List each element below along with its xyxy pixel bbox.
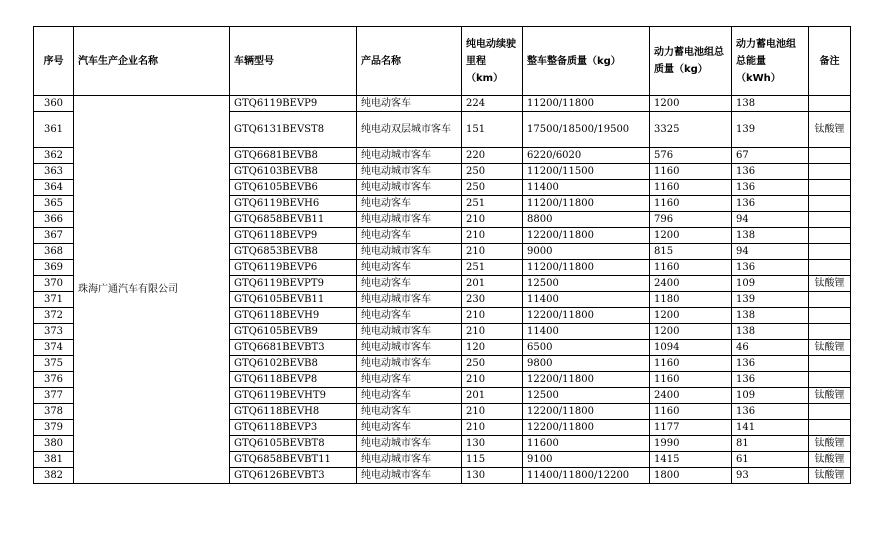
cell-battery-energy: 138 (732, 308, 809, 324)
cell-model: GTQ6119BEVHT9 (230, 388, 357, 404)
cell-mass: 6500 (523, 340, 650, 356)
cell-model: GTQ6126BEVBT3 (230, 468, 357, 484)
cell-mass: 12200/11800 (523, 372, 650, 388)
cell-range: 250 (462, 356, 523, 372)
cell-product: 纯电动客车 (357, 388, 462, 404)
cell-seq: 372 (34, 308, 74, 324)
cell-range: 210 (462, 212, 523, 228)
cell-range: 130 (462, 436, 523, 452)
cell-product: 纯电动双层城市客车 (357, 112, 462, 148)
cell-seq: 377 (34, 388, 74, 404)
cell-product: 纯电动客车 (357, 96, 462, 112)
cell-model: GTQ6119BEVH6 (230, 196, 357, 212)
cell-seq: 380 (34, 436, 74, 452)
header-row (34, 27, 851, 96)
cell-note (809, 356, 851, 372)
cell-model: GTQ6681BEVB8 (230, 148, 357, 164)
cell-model: GTQ6118BEVP9 (230, 228, 357, 244)
cell-note (809, 180, 851, 196)
cell-battery-energy: 136 (732, 180, 809, 196)
cell-product: 纯电动城市客车 (357, 452, 462, 468)
cell-model: GTQ6105BEVBT8 (230, 436, 357, 452)
cell-model: GTQ6853BEVB8 (230, 244, 357, 260)
cell-model: GTQ6131BEVST8 (230, 112, 357, 148)
cell-range: 220 (462, 148, 523, 164)
cell-battery-energy: 138 (732, 324, 809, 340)
cell-seq: 366 (34, 212, 74, 228)
cell-mass: 11200/11800 (523, 196, 650, 212)
cell-battery-energy: 136 (732, 260, 809, 276)
cell-range: 210 (462, 244, 523, 260)
cell-range: 251 (462, 196, 523, 212)
cell-product: 纯电动城市客车 (357, 324, 462, 340)
cell-battery-energy: 136 (732, 372, 809, 388)
cell-range: 250 (462, 180, 523, 196)
cell-seq: 379 (34, 420, 74, 436)
cell-battery-mass: 1094 (650, 340, 732, 356)
cell-battery-mass: 1160 (650, 196, 732, 212)
cell-battery-mass: 3325 (650, 112, 732, 148)
cell-mass: 9000 (523, 244, 650, 260)
cell-mass: 9800 (523, 356, 650, 372)
cell-product: 纯电动客车 (357, 228, 462, 244)
cell-mass: 12200/11800 (523, 404, 650, 420)
cell-model: GTQ6119BEVP9 (230, 96, 357, 112)
cell-battery-energy: 61 (732, 452, 809, 468)
cell-model: GTQ6858BEVBT11 (230, 452, 357, 468)
cell-battery-mass: 1160 (650, 260, 732, 276)
cell-range: 251 (462, 260, 523, 276)
cell-note (809, 212, 851, 228)
cell-product: 纯电动客车 (357, 404, 462, 420)
cell-model: GTQ6103BEVB8 (230, 164, 357, 180)
cell-mass: 6220/6020 (523, 148, 650, 164)
cell-battery-energy: 139 (732, 292, 809, 308)
cell-product: 纯电动城市客车 (357, 148, 462, 164)
cell-battery-mass: 1200 (650, 228, 732, 244)
cell-mass: 11400/11800/12200 (523, 468, 650, 484)
cell-model: GTQ6105BEVB6 (230, 180, 357, 196)
cell-product: 纯电动城市客车 (357, 356, 462, 372)
cell-range: 130 (462, 468, 523, 484)
cell-model: GTQ6681BEVBT3 (230, 340, 357, 356)
cell-mass: 12200/11800 (523, 308, 650, 324)
cell-seq: 362 (34, 148, 74, 164)
cell-range: 120 (462, 340, 523, 356)
cell-battery-energy: 141 (732, 420, 809, 436)
cell-mass: 9100 (523, 452, 650, 468)
cell-product: 纯电动城市客车 (357, 468, 462, 484)
cell-range: 210 (462, 308, 523, 324)
cell-seq: 361 (34, 112, 74, 148)
cell-battery-mass: 1160 (650, 372, 732, 388)
table-body (34, 96, 851, 484)
cell-note (809, 292, 851, 308)
cell-note (809, 420, 851, 436)
cell-battery-energy: 138 (732, 228, 809, 244)
cell-battery-mass: 1160 (650, 180, 732, 196)
cell-product: 纯电动客车 (357, 260, 462, 276)
vehicle-table (33, 26, 851, 484)
cell-model: GTQ6118BEVP8 (230, 372, 357, 388)
cell-note (809, 164, 851, 180)
cell-battery-energy: 46 (732, 340, 809, 356)
cell-mass: 11400 (523, 324, 650, 340)
cell-mass: 11200/11800 (523, 260, 650, 276)
cell-note (809, 228, 851, 244)
cell-note (809, 324, 851, 340)
cell-range: 201 (462, 276, 523, 292)
cell-battery-mass: 1990 (650, 436, 732, 452)
cell-range: 210 (462, 228, 523, 244)
header-model: 车辆型号 (230, 27, 357, 96)
cell-mass: 11200/11800 (523, 96, 650, 112)
cell-battery-energy: 81 (732, 436, 809, 452)
cell-mass: 12500 (523, 276, 650, 292)
cell-range: 210 (462, 420, 523, 436)
cell-seq: 370 (34, 276, 74, 292)
cell-product: 纯电动城市客车 (357, 164, 462, 180)
cell-product: 纯电动客车 (357, 276, 462, 292)
cell-note: 钛酸锂 (809, 388, 851, 404)
cell-product: 纯电动城市客车 (357, 292, 462, 308)
cell-seq: 360 (34, 96, 74, 112)
cell-mass: 11600 (523, 436, 650, 452)
cell-seq: 367 (34, 228, 74, 244)
cell-battery-energy: 136 (732, 356, 809, 372)
cell-note: 钛酸锂 (809, 452, 851, 468)
cell-seq: 378 (34, 404, 74, 420)
cell-note: 钛酸锂 (809, 276, 851, 292)
cell-note (809, 96, 851, 112)
cell-range: 210 (462, 372, 523, 388)
cell-seq: 365 (34, 196, 74, 212)
table-row (34, 96, 851, 112)
cell-mass: 11400 (523, 292, 650, 308)
cell-battery-mass: 1160 (650, 164, 732, 180)
cell-model: GTQ6105BEVB11 (230, 292, 357, 308)
cell-range: 250 (462, 164, 523, 180)
cell-product: 纯电动客车 (357, 196, 462, 212)
cell-model: GTQ6118BEVH8 (230, 404, 357, 420)
cell-product: 纯电动客车 (357, 420, 462, 436)
cell-range: 224 (462, 96, 523, 112)
cell-range: 210 (462, 404, 523, 420)
cell-note: 钛酸锂 (809, 340, 851, 356)
cell-mass: 8800 (523, 212, 650, 228)
cell-battery-energy: 136 (732, 404, 809, 420)
cell-mass: 12200/11800 (523, 228, 650, 244)
cell-note: 钛酸锂 (809, 436, 851, 452)
cell-product: 纯电动城市客车 (357, 436, 462, 452)
cell-battery-energy: 138 (732, 96, 809, 112)
cell-battery-energy: 94 (732, 244, 809, 260)
cell-battery-energy: 109 (732, 388, 809, 404)
cell-note (809, 244, 851, 260)
cell-model: GTQ6118BEVH9 (230, 308, 357, 324)
header-range: 纯电动续驶里程（km） (462, 27, 523, 96)
header-note: 备注 (809, 27, 851, 96)
cell-battery-mass: 815 (650, 244, 732, 260)
cell-battery-mass: 2400 (650, 276, 732, 292)
cell-range: 201 (462, 388, 523, 404)
cell-battery-energy: 93 (732, 468, 809, 484)
cell-battery-energy: 67 (732, 148, 809, 164)
cell-product: 纯电动城市客车 (357, 244, 462, 260)
cell-battery-energy: 139 (732, 112, 809, 148)
cell-product: 纯电动城市客车 (357, 340, 462, 356)
cell-battery-mass: 1180 (650, 292, 732, 308)
cell-battery-mass: 1160 (650, 404, 732, 420)
cell-product: 纯电动客车 (357, 308, 462, 324)
cell-range: 210 (462, 324, 523, 340)
cell-battery-mass: 1415 (650, 452, 732, 468)
cell-battery-mass: 1160 (650, 356, 732, 372)
cell-battery-mass: 1800 (650, 468, 732, 484)
cell-model: GTQ6118BEVP3 (230, 420, 357, 436)
header-company: 汽车生产企业名称 (74, 27, 230, 96)
cell-battery-energy: 136 (732, 196, 809, 212)
cell-seq: 381 (34, 452, 74, 468)
cell-model: GTQ6105BEVB9 (230, 324, 357, 340)
cell-seq: 376 (34, 372, 74, 388)
cell-note (809, 372, 851, 388)
cell-seq: 368 (34, 244, 74, 260)
cell-seq: 369 (34, 260, 74, 276)
cell-mass: 11400 (523, 180, 650, 196)
cell-product: 纯电动城市客车 (357, 180, 462, 196)
cell-seq: 371 (34, 292, 74, 308)
cell-note: 钛酸锂 (809, 112, 851, 148)
cell-note (809, 196, 851, 212)
cell-product: 纯电动客车 (357, 372, 462, 388)
cell-mass: 12500 (523, 388, 650, 404)
cell-mass: 17500/18500/19500 (523, 112, 650, 148)
header-battery-mass: 动力蓄电池组总质量（kg） (650, 27, 732, 96)
cell-note (809, 308, 851, 324)
cell-model: GTQ6102BEVB8 (230, 356, 357, 372)
cell-model: GTQ6119BEVPT9 (230, 276, 357, 292)
cell-note: 钛酸锂 (809, 468, 851, 484)
cell-note (809, 404, 851, 420)
cell-seq: 364 (34, 180, 74, 196)
cell-seq: 374 (34, 340, 74, 356)
header-product: 产品名称 (357, 27, 462, 96)
cell-battery-mass: 796 (650, 212, 732, 228)
header-mass: 整车整备质量（kg） (523, 27, 650, 96)
cell-seq: 375 (34, 356, 74, 372)
cell-note (809, 260, 851, 276)
cell-battery-mass: 1177 (650, 420, 732, 436)
cell-seq: 382 (34, 468, 74, 484)
cell-product: 纯电动城市客车 (357, 212, 462, 228)
cell-range: 115 (462, 452, 523, 468)
cell-seq: 373 (34, 324, 74, 340)
cell-battery-energy: 109 (732, 276, 809, 292)
cell-model: GTQ6119BEVP6 (230, 260, 357, 276)
cell-battery-mass: 2400 (650, 388, 732, 404)
header-seq: 序号 (34, 27, 74, 96)
cell-mass: 11200/11500 (523, 164, 650, 180)
company-name: 珠海广通汽车有限公司 (74, 96, 230, 484)
cell-battery-energy: 136 (732, 164, 809, 180)
cell-range: 151 (462, 112, 523, 148)
cell-battery-energy: 94 (732, 212, 809, 228)
cell-model: GTQ6858BEVB11 (230, 212, 357, 228)
cell-note (809, 148, 851, 164)
header-battery-energy: 动力蓄电池组总能量（kWh） (732, 27, 809, 96)
cell-battery-mass: 576 (650, 148, 732, 164)
cell-range: 230 (462, 292, 523, 308)
cell-battery-mass: 1200 (650, 308, 732, 324)
cell-battery-mass: 1200 (650, 324, 732, 340)
cell-seq: 363 (34, 164, 74, 180)
cell-battery-mass: 1200 (650, 96, 732, 112)
cell-mass: 12200/11800 (523, 420, 650, 436)
